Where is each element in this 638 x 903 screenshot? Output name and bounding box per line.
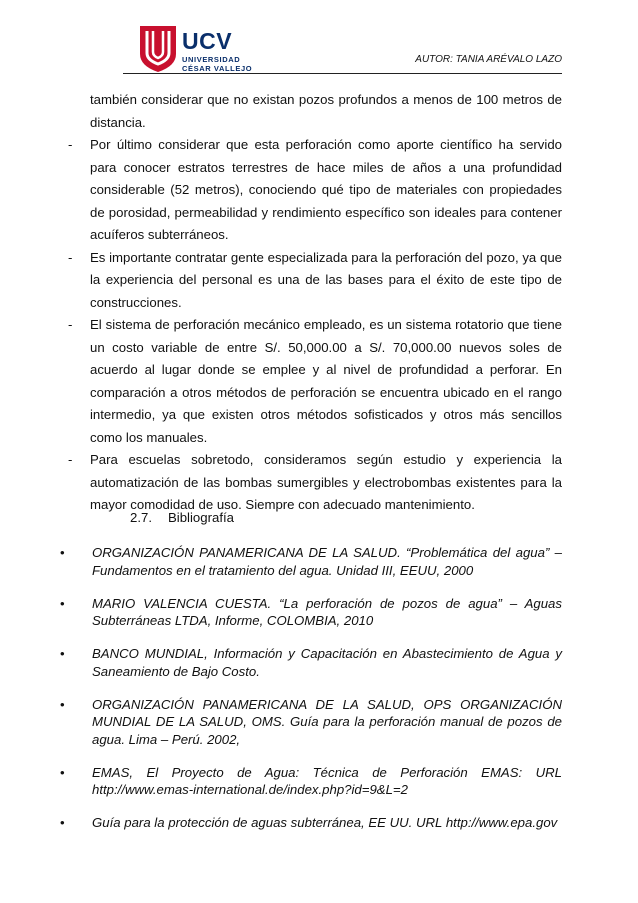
author-header: AUTOR: TANIA ARÉVALO LAZO <box>415 54 562 65</box>
bibliography-text: MARIO VALENCIA CUESTA. “La perforación de pozos de agua” – Aguas Subterráneas LTDA, Informe, COLOMBIA, 2010 <box>92 595 562 628</box>
list-item <box>68 247 562 315</box>
bullet-icon: • <box>60 545 65 560</box>
dash-marker: - <box>68 249 73 265</box>
logo-wordmark: UCV <box>182 28 233 54</box>
bibliography-entry <box>60 764 562 799</box>
bibliography-text: ORGANIZACIÓN PANAMERICANA DE LA SALUD, OPS ORGANIZACIÓN MUNDIAL DE LA SALUD, OMS. Guía para la perforación manual de pozos de agua. Lima – Perú. 2002, <box>92 696 562 747</box>
list-item-text: Es importante contratar gente especializada para la perforación del pozo, ya que la experiencia del personal es una de las bases para el éxito de este tipo de construcciones. <box>90 249 562 310</box>
logo-subtitle-2: CÉSAR VALLEJO <box>182 64 253 73</box>
list-item-text: Por último considerar que esta perforación como aporte científico ha servido para conocer estratos terrestres de hace miles de años a una profundidad considerable (52 metros), conociendo qué tipo de materiales con propiedades de porosidad, permeabilidad y rendimiento específico son ideales para contener acuíferos subterráneos. <box>90 137 562 242</box>
bullet-icon: • <box>60 764 65 780</box>
bullet-icon: • <box>60 696 65 712</box>
list-item <box>68 314 562 449</box>
list-item <box>68 134 562 247</box>
bibliography-text: Guía para la protección de aguas subterránea, EE UU. URL http://www.epa.gov <box>92 815 558 830</box>
bibliography-list <box>60 544 562 847</box>
dash-marker: - <box>68 317 73 332</box>
header-divider <box>123 73 562 74</box>
list-item-text: El sistema de perforación mecánico empleado, es un sistema rotatorio que tiene un costo variable de entre S/. 50,000.00 a S/. 70,000.00 nuevos soles de acuerdo al lugar donde se emplee y al nivel de profundidad a perforar. En comparación a otros métodos de perforación se encuentra ubicado en el rango intermedio, ya que existen otros métodos sofisticados y otros más sencillos como los manuales. <box>90 317 562 445</box>
bullet-icon: • <box>60 595 65 611</box>
bibliography-text: EMAS, El Proyecto de Agua: Técnica de Perforación EMAS: URL http://www.emas-international.de/index.php?id=9&L=2 <box>92 764 562 797</box>
dash-marker: - <box>68 137 73 152</box>
bibliography-entry <box>60 696 562 749</box>
section-number: 2.7. <box>130 510 152 525</box>
bibliography-entry <box>60 595 562 630</box>
section-heading <box>130 510 234 525</box>
list-item <box>68 449 562 517</box>
bullet-icon: • <box>60 815 65 830</box>
bibliography-text: BANCO MUNDIAL, Información y Capacitación en Abastecimiento de Agua y Saneamiento de Bajo Costo. <box>92 646 562 679</box>
list-item-text: Para escuelas sobretodo, consideramos según estudio y experiencia la automatización de las bombas sumergibles y electrobombas existentes para la mayor comodidad de uso. Siempre con adecuado mantenimiento. <box>90 452 562 512</box>
intro-paragraph: también considerar que no existan pozos profundos a menos de 100 metros de distancia. <box>90 92 562 130</box>
bullet-icon: • <box>60 646 65 661</box>
bibliography-entry <box>60 544 562 579</box>
dash-marker: - <box>68 452 73 467</box>
university-logo <box>140 26 270 74</box>
section-title: Bibliografía <box>168 510 234 525</box>
bibliography-text: ORGANIZACIÓN PANAMERICANA DE LA SALUD. “Problemática del agua” – Fundamentos en el tratamiento del agua. Unidad III, EEUU, 2000 <box>92 545 562 578</box>
bibliography-entry <box>60 814 562 832</box>
body-text <box>68 89 562 517</box>
logo-subtitle-1: UNIVERSIDAD <box>182 55 241 64</box>
bibliography-entry <box>60 645 562 680</box>
ucv-shield-icon <box>140 26 176 72</box>
